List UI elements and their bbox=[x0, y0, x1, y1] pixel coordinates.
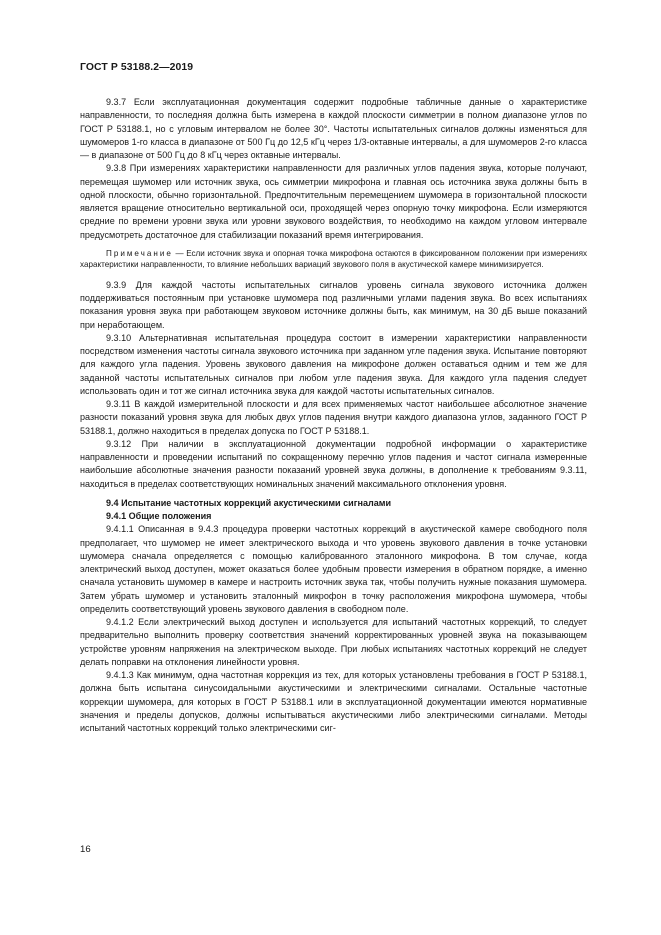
paragraph-9-3-9: 9.3.9 Для каждой частоты испытательных сигналов уровень сигнала звукового источника должен поддерживаться постоянным при установке шумомера под различными углами падения звука. Во всех испытаниях показания уровня звука при работающем звуковом источнике должны быть, как минимум, на 30 дБ выше показаний при неработающем. bbox=[80, 279, 587, 330]
paragraph-9-3-8: 9.3.8 При измерениях характеристики направленности для различных углов падения звука, которые получают, перемещая шумомер или источник звука, ось симметрии микрофона и главная ось источника звука должны быть в одной плоскости, обычно горизонтальной. Предпочтительным перемещением шумомера в горизонтальной плоскости является вращение относительно вертикальной оси, проходящей через опорную точку микрофона. Если измеряются средние по времени уровни звука или уровни звукового воздействия, то необходимо на каждом угловом интервале предусмотреть достаточное для стабилизации показаний время интегрирования. bbox=[80, 163, 587, 240]
document-body bbox=[80, 96, 587, 735]
document-header: ГОСТ Р 53188.2—2019 bbox=[80, 62, 194, 73]
note-label: Примечание bbox=[106, 248, 173, 258]
note-text: — Если источник звука и опорная точка микрофона остаются в фиксированном положении при измерениях характеристики направленности, то влияние небольших вариаций звукового поля в акустической камере минимизируется. bbox=[80, 248, 587, 270]
paragraph-9-3-12: 9.3.12 При наличии в эксплуатационной документации подробной информации о характеристике направленности и проведении испытаний по сокращенному перечню углов падения и частот сигнала измеренные наибольшие абсолютные значения разности показаний уровней звука должны, в дополнение к требованиям 9.3.11, находиться в пределах соответствующих номинальных значений максимального отклонения уровня. bbox=[80, 438, 587, 489]
paragraph-9-4-1-3: 9.4.1.3 Как минимум, одна частотная коррекция из тех, для которых установлены требования в ГОСТ Р 53188.1, должна быть испытана синусоидальными акустическими и электрическими сигналами. Остальные частотные коррекции шумомера, для которых в ГОСТ Р 53188.1 или в эксплуатационной документации имеются нормативные значения и пределы допусков, должны испытываться акустическими либо электрическими сигналами. Методы испытаний частотных коррекций только электрическими сиг- bbox=[80, 670, 587, 734]
section-heading: 9.4 Испытание частотных коррекций акустическими сигналами bbox=[106, 497, 392, 508]
paragraph-9-3-11: 9.3.11 В каждой измерительной плоскости и для всех применяемых частот наибольшее абсолютное значение разности показаний уровня звука для любых двух углов падения внутри каждого диапазона углов, заданного ГОСТ Р 53188.1, должно находиться в пределах допуска по ГОСТ Р 53188.1. bbox=[80, 399, 587, 436]
paragraph-9-4-1-1: 9.4.1.1 Описанная в 9.4.3 процедура проверки частотных коррекций в акустической камере свободного поля предполагает, что шумомер не имеет электрического выхода и что уровень звукового давления в точке установки шумомера сначала определяется с помощью калиброванного эталонного микрофона. В том случае, когда электрический выход доступен, может оказаться более удобным провести измерения в обратном порядке, а именно сначала установить шумомер в камере и настроить источник звука так, чтобы получить нужные показания шумомера. Затем убрать шумомер и установить эталонный микрофон в точку расположения микрофона шумомера, чтобы определить соответствующий уровень звукового давления в свободном поле. bbox=[80, 524, 587, 614]
page-number: 16 bbox=[80, 844, 91, 855]
paragraph-9-4-1-2: 9.4.1.2 Если электрический выход доступен и используется для испытаний частотных коррекций, то следует предварительно выполнить проверку соответствия значений корректированных уровней звука на показывающем устройстве уровням напряжения на электрическом выходе. При любых испытаниях частотных коррекций не следует делать поправки на отклонения линейности уровня. bbox=[80, 617, 587, 667]
note bbox=[80, 248, 587, 271]
paragraph-9-3-7: 9.3.7 Если эксплуатационная документация содержит подробные табличные данные о характеристике направленности, то последняя должна быть измерена в каждой плоскости симметрии в полном диапазоне углов по ГОСТ Р 53188.1, но с угловым интервалом не более 30°. Частоты испытательных сигналов должны изменяться для шумомеров 1-го класса в диапазоне от 500 Гц до 12,5 кГц через 1/3-октавные интервалы, а для шумомеров 2-го класса — в диапазоне от 500 Гц до 8 кГц через октавные интервалы. bbox=[80, 97, 587, 160]
paragraph-9-3-10: 9.3.10 Альтернативная испытательная процедура состоит в измерении характеристики направленности посредством изменения частоты сигнала звукового источника при заданном угле падения звука. Испытание повторяют для каждого угла падения. Уровень звукового давления на микрофоне должен оставаться одним и тем же для заданной частоты испытательных сигналов при любом угле падения звука. Для каждого угла падения следует использовать один и тот же сигнал источника звука для каждой частоты испытательных сигналов. bbox=[80, 332, 587, 396]
subsection-heading: 9.4.1 Общие положения bbox=[106, 511, 212, 522]
